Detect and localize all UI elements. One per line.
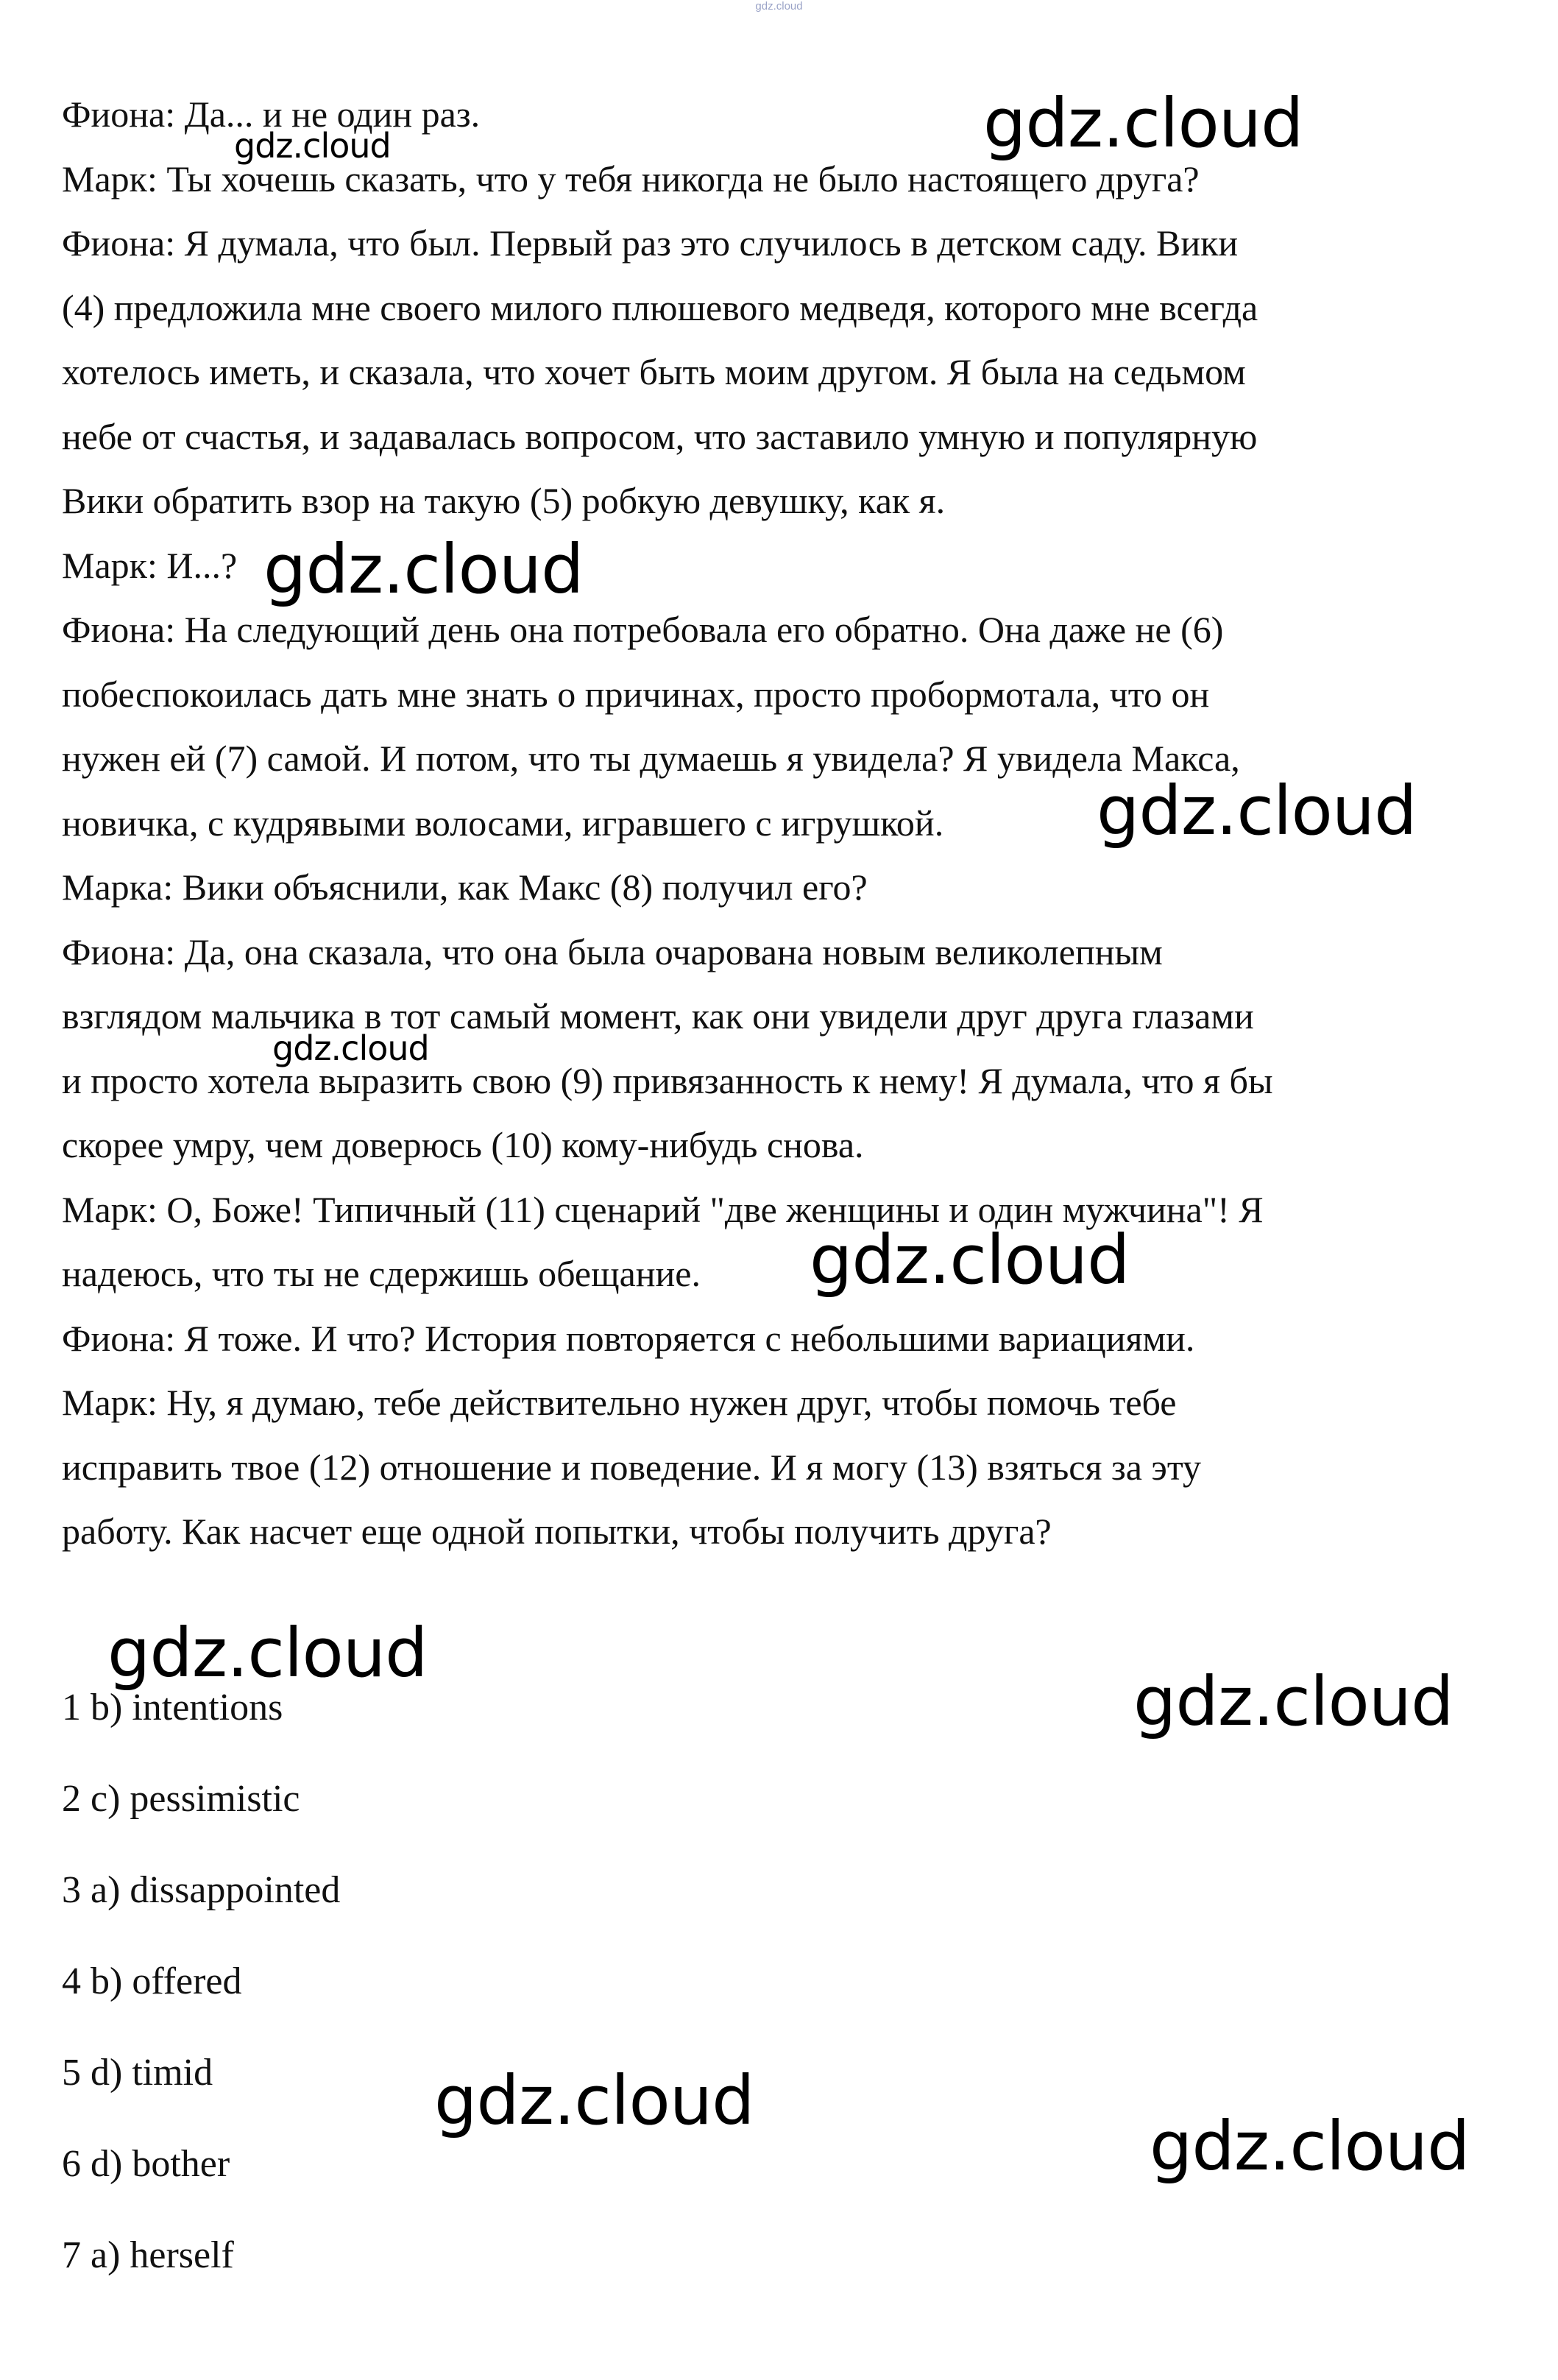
dialogue-line: Фиона: На следующий день она потребовала его обратно. Она даже не (6) (62, 609, 1224, 650)
dialogue-line: Фиона: Я тоже. И что? История повторяется с небольшими вариациями. (62, 1317, 1195, 1359)
watermark: gdz.cloud (263, 530, 584, 609)
answer-item: 3 a) dissappointed (62, 1869, 341, 1911)
dialogue-line: хотелось иметь, и сказала, что хочет быть моим другом. Я была на седьмом (62, 351, 1246, 392)
dialogue-line: скорее умру, чем доверюсь (10) кому-нибудь снова. (62, 1124, 864, 1165)
answer-item: 5 d) timid (62, 2052, 213, 2094)
dialogue-line: нужен ей (7) самой. И потом, что ты думаешь я увидела? Я увидела Макса, (62, 738, 1240, 779)
dialogue-line: Марк: Ну, я думаю, тебе действительно нужен друг, чтобы помочь тебе (62, 1382, 1177, 1423)
dialogue-line: и просто хотела выразить свою (9) привязанность к нему! Я думала, что я бы (62, 1059, 1273, 1101)
dialogue-line: взглядом мальчика в тот самый момент, как они увидели друг друга глазами (62, 995, 1254, 1037)
dialogue-line: работу. Как насчет еще одной попытки, чтобы получить друга? (62, 1511, 1052, 1552)
dialogue-line: побеспокоилась дать мне знать о причинах, просто пробормотала, что он (62, 673, 1210, 715)
dialogue-line: небе от счастья, и задавалась вопросом, что заставило умную и популярную (62, 415, 1258, 457)
dialogue-line: Марк: И...? (62, 544, 238, 586)
watermark: gdz.cloud (234, 126, 391, 166)
dialogue-line: Вики обратить взор на такую (5) робкую девушку, как я. (62, 480, 946, 521)
watermark: gdz.cloud (107, 1614, 428, 1692)
answer-item: 1 b) intentions (62, 1687, 283, 1728)
dialogue-line: Марк: О, Боже! Типичный (11) сценарий "две женщины и один мужчина"! Я (62, 1188, 1264, 1230)
watermark: gdz.cloud (983, 84, 1303, 163)
dialogue-line: Фиона: Да, она сказала, что она была очарована новым великолепным (62, 931, 1163, 972)
dialogue-line: Марк: Ты хочешь сказать, что у тебя никогда не было настоящего друга? (62, 158, 1200, 199)
dialogue-line: новичка, с кудрявыми волосами, игравшего с игрушкой. (62, 802, 944, 844)
dialogue-line: (4) предложила мне своего милого плюшевого медведя, которого мне всегда (62, 286, 1258, 328)
dialogue-line: Фиона: Да... и не один раз. (62, 93, 481, 135)
watermark: gdz.cloud (1097, 771, 1417, 850)
answer-list (62, 1682, 340, 2321)
answer-item: 6 d) bother (62, 2143, 230, 2185)
watermark: gdz.cloud (272, 1028, 429, 1068)
watermark: gdz.cloud (810, 1221, 1130, 1299)
answer-item: 2 c) pessimistic (62, 1778, 300, 1820)
dialogue-line: Фиона: Я думала, что был. Первый раз это случилось в детском саду. Вики (62, 222, 1239, 264)
answer-item: 4 b) offered (62, 1960, 242, 2002)
top-watermark: gdz.cloud (755, 0, 803, 13)
answer-item: 7 a) herself (62, 2234, 234, 2276)
watermark: gdz.cloud (1150, 2107, 1470, 2186)
dialogue-line: исправить твое (12) отношение и поведение. И я могу (13) взяться за эту (62, 1446, 1202, 1488)
watermark: gdz.cloud (434, 2061, 754, 2140)
watermark: gdz.cloud (1133, 1662, 1453, 1741)
dialogue-line: надеюсь, что ты не сдержишь обещание. (62, 1253, 701, 1294)
dialogue-line: Марка: Вики объяснили, как Макс (8) получил его? (62, 866, 868, 908)
